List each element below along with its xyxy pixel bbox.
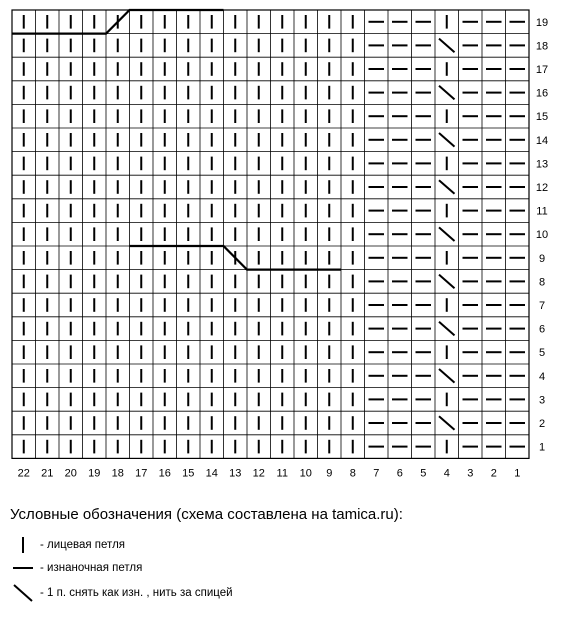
column-label: 3 xyxy=(467,467,474,480)
column-label: 4 xyxy=(443,467,450,480)
column-label: 5 xyxy=(420,467,427,480)
row-label: 13 xyxy=(535,158,549,171)
slip-stitch xyxy=(439,180,455,194)
column-label: 17 xyxy=(135,467,148,480)
column-label: 14 xyxy=(205,467,218,480)
slip-stitch xyxy=(439,416,455,430)
slip-stitch xyxy=(439,133,455,147)
column-label: 9 xyxy=(326,467,333,480)
purl-symbol-icon xyxy=(10,557,36,579)
column-label: 6 xyxy=(396,467,403,480)
column-label: 2 xyxy=(490,467,497,480)
column-label: 15 xyxy=(182,467,195,480)
column-label: 12 xyxy=(252,467,265,480)
legend-label-purl: - изнаночная петля xyxy=(40,562,143,574)
legend-label-knit: - лицевая петля xyxy=(40,539,126,551)
row-label: 14 xyxy=(535,134,549,147)
legend-item-purl xyxy=(10,557,142,579)
row-label: 19 xyxy=(535,16,549,29)
row-label: 16 xyxy=(535,87,549,100)
row-label: 6 xyxy=(538,323,546,336)
row-label: 18 xyxy=(535,40,549,53)
slip-stitch xyxy=(439,227,455,241)
row-label: 12 xyxy=(535,182,549,194)
row-label: 1 xyxy=(538,441,546,454)
slip-symbol-icon xyxy=(10,582,36,604)
column-label: 7 xyxy=(373,467,380,480)
row-label: 17 xyxy=(535,64,549,76)
column-labels xyxy=(18,467,521,479)
row-label: 5 xyxy=(538,347,546,360)
row-label: 4 xyxy=(538,370,546,383)
legend-label-slip: - 1 п. снять как изн. , нить за спицей xyxy=(40,587,233,599)
row-label: 10 xyxy=(535,229,549,242)
row-label: 2 xyxy=(538,418,546,430)
row-label: 8 xyxy=(538,276,546,289)
knit-symbol-icon xyxy=(10,534,36,556)
row-label: 15 xyxy=(535,111,549,124)
chart-outline-line xyxy=(12,10,224,34)
column-label: 8 xyxy=(349,467,356,480)
slip-stitch xyxy=(439,369,455,383)
slip-stitch xyxy=(439,39,455,53)
column-label: 1 xyxy=(514,467,521,480)
column-label: 10 xyxy=(299,467,312,480)
legend-title: Условные обозначения (схема составлена на tamica.ru): xyxy=(10,506,403,523)
column-label: 22 xyxy=(17,467,30,480)
column-label: 11 xyxy=(276,467,288,480)
row-labels xyxy=(536,17,548,454)
column-label: 16 xyxy=(158,467,171,480)
row-label: 3 xyxy=(538,394,546,407)
slip-stitch xyxy=(439,322,455,336)
column-label: 18 xyxy=(111,467,124,480)
chart-grid xyxy=(12,10,529,458)
column-label: 19 xyxy=(88,467,101,480)
slip-stitch xyxy=(439,86,455,100)
chart-outline-line xyxy=(130,246,342,270)
column-label: 13 xyxy=(229,467,242,480)
legend-item-slip xyxy=(10,582,233,604)
column-label: 20 xyxy=(64,467,77,480)
row-label: 9 xyxy=(538,252,546,265)
slip-stitch xyxy=(439,275,455,289)
legend-item-knit xyxy=(10,534,125,556)
column-label: 21 xyxy=(41,467,54,480)
row-label: 11 xyxy=(536,205,548,218)
row-label: 7 xyxy=(538,300,546,312)
